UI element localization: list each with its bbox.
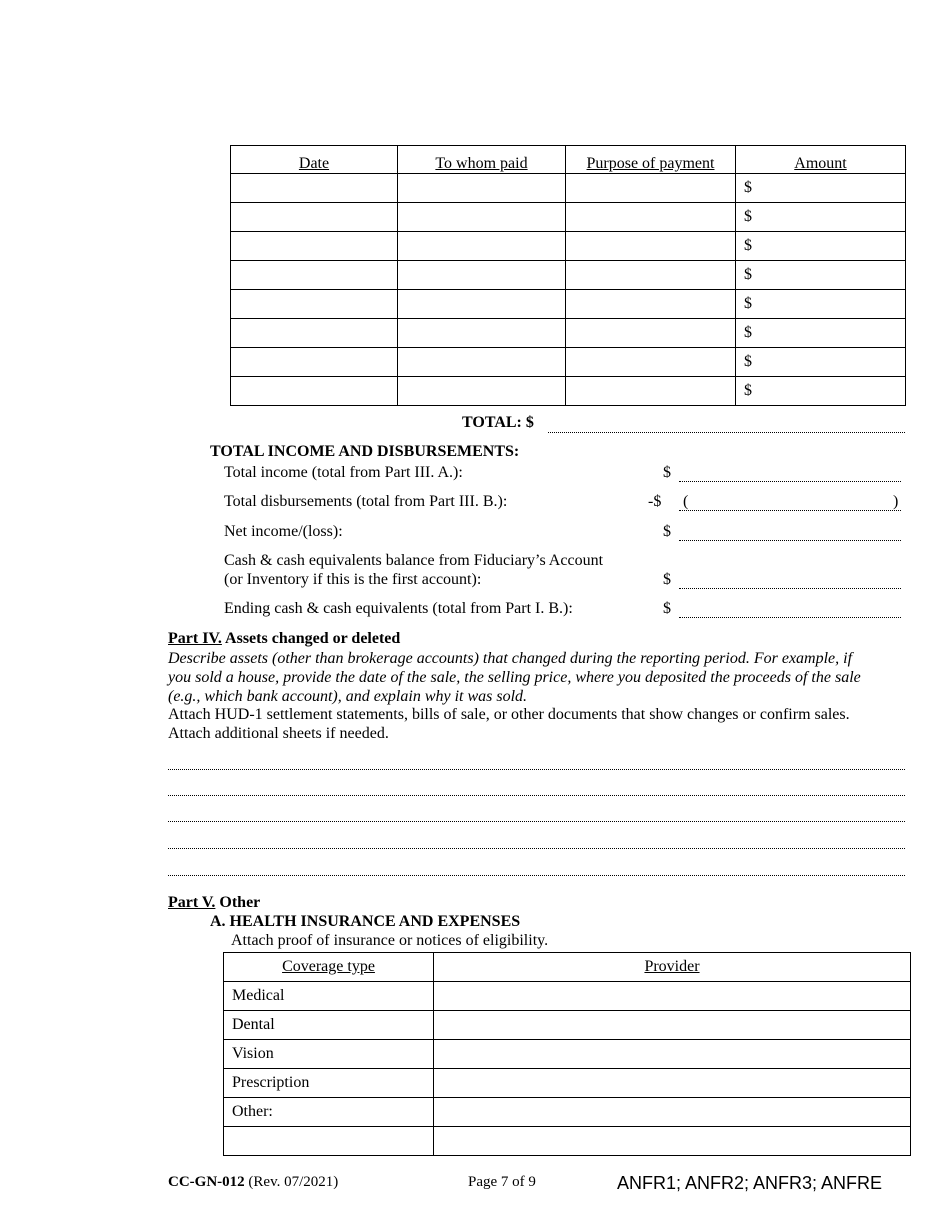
part4-attach-line2: Attach additional sheets if needed. bbox=[168, 725, 389, 742]
ending-cash-fill-line[interactable] bbox=[679, 617, 901, 618]
part5-label: Part V. bbox=[168, 894, 216, 911]
part4-attach-line1: Attach HUD-1 settlement statements, bills of sale, or other documents that show changes or confirm sales. bbox=[168, 706, 850, 723]
provider-cell[interactable] bbox=[434, 982, 911, 1011]
totals-heading: TOTAL INCOME AND DISBURSEMENTS: bbox=[210, 443, 520, 460]
form-id: CC-GN-012 bbox=[168, 1174, 245, 1190]
section-a-heading: A. HEALTH INSURANCE AND EXPENSES bbox=[210, 913, 521, 930]
total-income-label: Total income (total from Part III. A.): bbox=[224, 464, 463, 481]
net-income-dollar: $ bbox=[663, 523, 671, 540]
table-row bbox=[231, 261, 906, 290]
part4-instructions-line3: (e.g., which bank account), and explain why it was sold. bbox=[168, 688, 528, 705]
amount-cell[interactable]: $ bbox=[736, 290, 906, 319]
table-row bbox=[231, 203, 906, 232]
cash-balance-fill-line[interactable] bbox=[679, 588, 901, 589]
part5-title: Other bbox=[219, 894, 261, 911]
amount-cell[interactable]: $ bbox=[736, 232, 906, 261]
total-income-fill-line[interactable] bbox=[679, 481, 901, 482]
footer-form-id bbox=[168, 1174, 338, 1191]
part4-heading bbox=[168, 630, 400, 648]
col-header-coverage-type: Coverage type bbox=[224, 953, 434, 982]
page-number: Page 7 of 9 bbox=[468, 1174, 536, 1190]
table-row bbox=[231, 319, 906, 348]
part4-fill-line-5[interactable] bbox=[168, 875, 905, 876]
payee-cell[interactable] bbox=[398, 319, 566, 348]
date-cell[interactable] bbox=[231, 348, 398, 377]
payee-cell[interactable] bbox=[398, 174, 566, 203]
total-disbursements-label: Total disbursements (total from Part III. B.): bbox=[224, 493, 508, 510]
ending-cash-dollar: $ bbox=[663, 600, 671, 617]
date-cell[interactable] bbox=[231, 203, 398, 232]
purpose-cell[interactable] bbox=[566, 348, 736, 377]
payee-cell[interactable] bbox=[398, 348, 566, 377]
purpose-cell[interactable] bbox=[566, 290, 736, 319]
table-row bbox=[231, 377, 906, 406]
part4-instructions-line1: Describe assets (other than brokerage accounts) that changed during the reporting period. For example, if bbox=[168, 650, 853, 667]
date-cell[interactable] bbox=[231, 290, 398, 319]
total-fill-line[interactable] bbox=[548, 432, 905, 433]
table-row bbox=[224, 1069, 911, 1098]
payments-table bbox=[230, 145, 906, 406]
table-row bbox=[231, 348, 906, 377]
total-disbursements-dollar: -$ bbox=[648, 493, 662, 510]
form-codes: ANFR1; ANFR2; ANFR3; ANFRE bbox=[617, 1173, 883, 1193]
coverage-type-cell[interactable] bbox=[224, 1127, 434, 1156]
col-header-to-whom-paid: To whom paid bbox=[398, 146, 566, 174]
col-header-date: Date bbox=[231, 146, 398, 174]
date-cell[interactable] bbox=[231, 261, 398, 290]
part4-title: Assets changed or deleted bbox=[225, 630, 401, 647]
table-row bbox=[224, 1011, 911, 1040]
table-row bbox=[224, 1098, 911, 1127]
provider-cell[interactable] bbox=[434, 1069, 911, 1098]
col-header-purpose: Purpose of payment bbox=[566, 146, 736, 174]
col-header-amount: Amount bbox=[736, 146, 906, 174]
date-cell[interactable] bbox=[231, 377, 398, 406]
form-revision: (Rev. 07/2021) bbox=[248, 1174, 339, 1190]
coverage-type-cell: Dental bbox=[224, 1011, 434, 1040]
part4-fill-line-1[interactable] bbox=[168, 769, 905, 770]
amount-cell[interactable]: $ bbox=[736, 261, 906, 290]
cash-balance-label-line1: Cash & cash equivalents balance from Fiduciary’s Account bbox=[224, 552, 604, 569]
part4-fill-line-3[interactable] bbox=[168, 821, 905, 822]
payments-table-header bbox=[231, 146, 906, 174]
table-row bbox=[224, 1040, 911, 1069]
amount-cell[interactable]: $ bbox=[736, 174, 906, 203]
part4-instructions-line2: you sold a house, provide the date of the sale, the selling price, where you deposited the proceeds of the sale bbox=[168, 669, 861, 686]
provider-cell[interactable] bbox=[434, 1011, 911, 1040]
coverage-type-cell: Vision bbox=[224, 1040, 434, 1069]
amount-cell[interactable]: $ bbox=[736, 319, 906, 348]
part4-label: Part IV. bbox=[168, 630, 222, 647]
payee-cell[interactable] bbox=[398, 290, 566, 319]
total-label: TOTAL: $ bbox=[462, 414, 534, 431]
date-cell[interactable] bbox=[231, 319, 398, 348]
part4-fill-line-2[interactable] bbox=[168, 795, 905, 796]
coverage-type-cell: Other: bbox=[224, 1098, 434, 1127]
part4-attach-note bbox=[168, 705, 850, 743]
purpose-cell[interactable] bbox=[566, 319, 736, 348]
purpose-cell[interactable] bbox=[566, 261, 736, 290]
net-income-fill-line[interactable] bbox=[679, 540, 901, 541]
payee-cell[interactable] bbox=[398, 232, 566, 261]
coverage-type-cell: Prescription bbox=[224, 1069, 434, 1098]
part5-heading bbox=[168, 894, 260, 912]
provider-cell[interactable] bbox=[434, 1098, 911, 1127]
amount-cell[interactable]: $ bbox=[736, 377, 906, 406]
col-header-provider: Provider bbox=[434, 953, 911, 982]
part4-fill-line-4[interactable] bbox=[168, 848, 905, 849]
date-cell[interactable] bbox=[231, 232, 398, 261]
provider-cell[interactable] bbox=[434, 1040, 911, 1069]
table-row bbox=[231, 290, 906, 319]
total-disbursements-fill-line[interactable] bbox=[679, 510, 901, 511]
total-income-dollar: $ bbox=[663, 464, 671, 481]
open-paren: ( bbox=[683, 493, 689, 510]
coverage-table-header bbox=[224, 953, 911, 982]
table-row bbox=[224, 1127, 911, 1156]
cash-balance-label-line2: (or Inventory if this is the first account): bbox=[224, 571, 482, 588]
part4-instructions bbox=[168, 649, 861, 706]
amount-cell[interactable]: $ bbox=[736, 348, 906, 377]
coverage-type-cell: Medical bbox=[224, 982, 434, 1011]
table-row bbox=[224, 982, 911, 1011]
net-income-label: Net income/(loss): bbox=[224, 523, 343, 540]
purpose-cell[interactable] bbox=[566, 377, 736, 406]
cash-balance-dollar: $ bbox=[663, 571, 671, 588]
payee-cell[interactable] bbox=[398, 261, 566, 290]
purpose-cell[interactable] bbox=[566, 174, 736, 203]
provider-cell[interactable] bbox=[434, 1127, 911, 1156]
close-paren: ) bbox=[893, 493, 899, 510]
amount-cell[interactable]: $ bbox=[736, 203, 906, 232]
coverage-table bbox=[223, 952, 911, 1156]
section-a-note: Attach proof of insurance or notices of eligibility. bbox=[231, 932, 549, 949]
date-cell[interactable] bbox=[231, 174, 398, 203]
table-row bbox=[231, 174, 906, 203]
payee-cell[interactable] bbox=[398, 203, 566, 232]
purpose-cell[interactable] bbox=[566, 232, 736, 261]
payee-cell[interactable] bbox=[398, 377, 566, 406]
ending-cash-label: Ending cash & cash equivalents (total from Part I. B.): bbox=[224, 600, 573, 617]
purpose-cell[interactable] bbox=[566, 203, 736, 232]
table-row bbox=[231, 232, 906, 261]
